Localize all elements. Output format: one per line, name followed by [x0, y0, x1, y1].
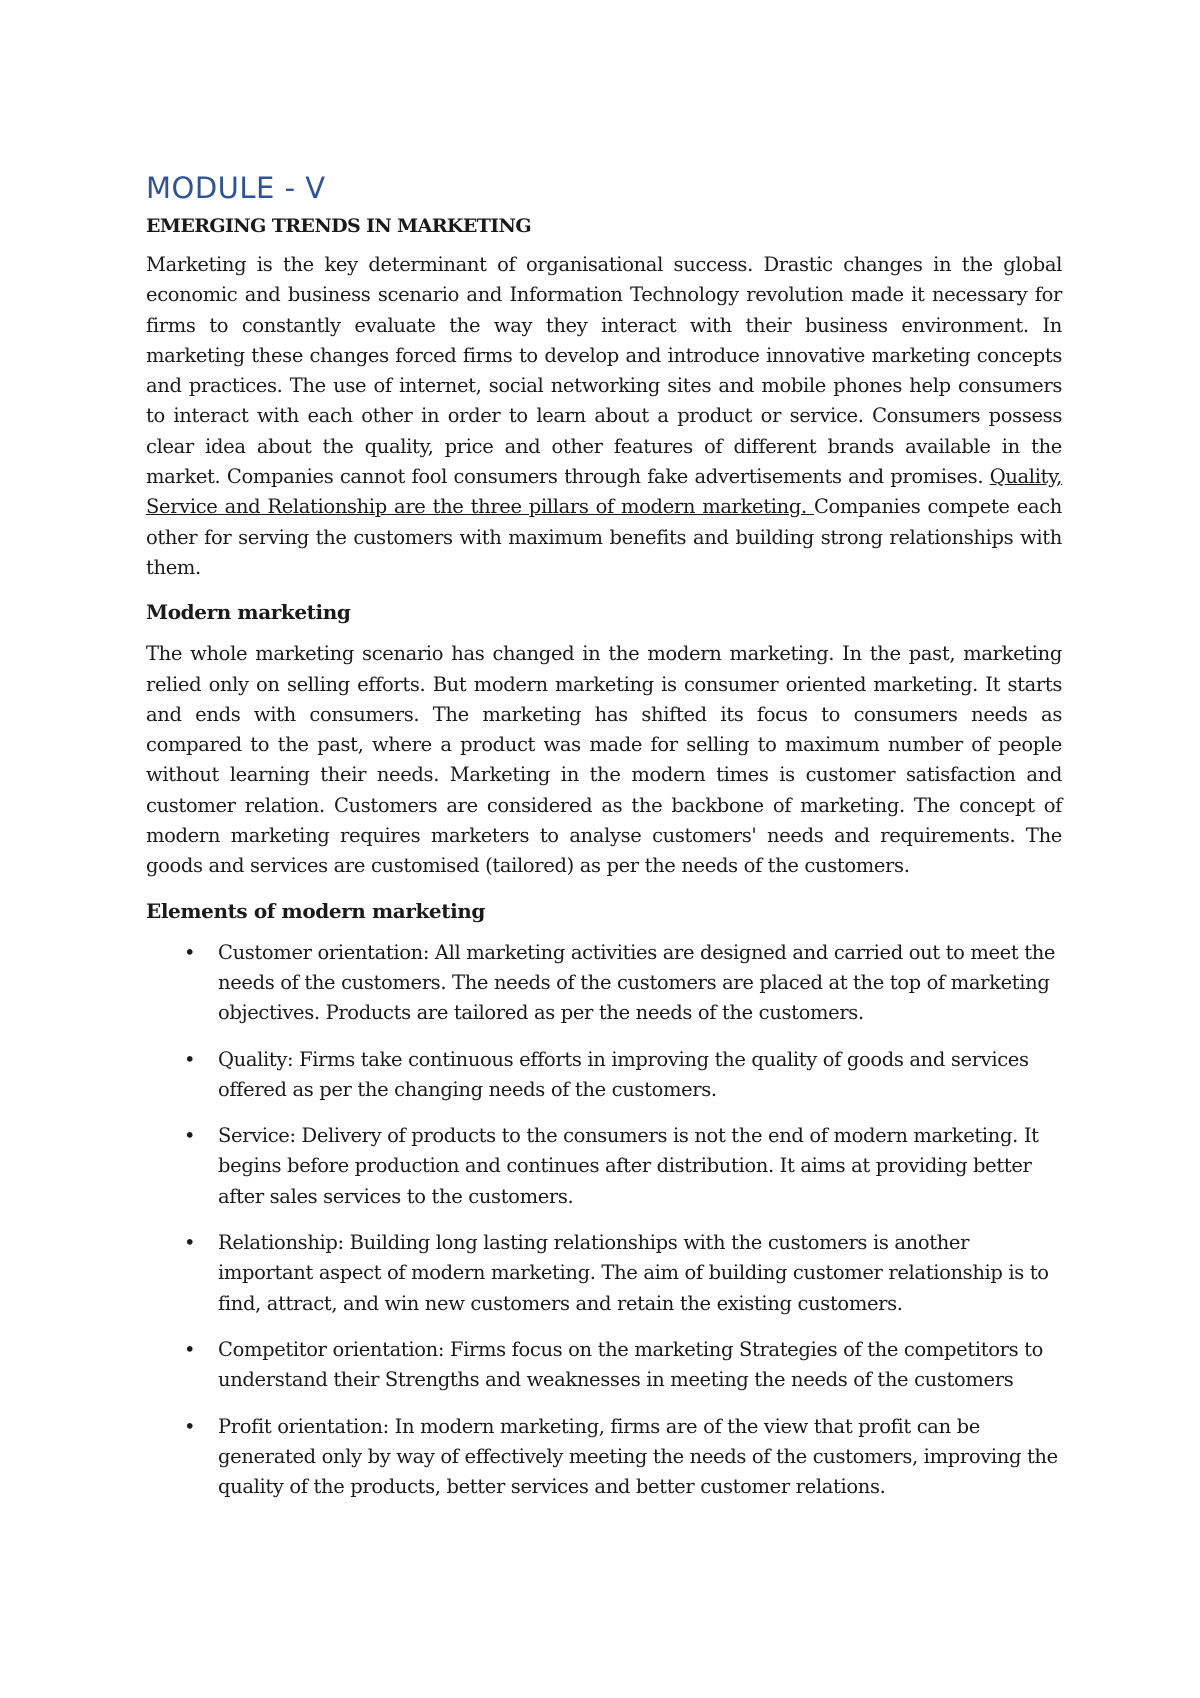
bullet-icon: • — [184, 1414, 196, 1438]
bullet-icon: • — [184, 1231, 196, 1255]
intro-text-part1: Marketing is the key determinant of organisational success. Drastic changes in the global economic and business scenario and Information Technology revolution made it necessary for firms to constantly evaluate the way they interact with their business environment. In marketing these changes forced firms to develop and introduce innovative marketing concepts and practices. The use of internet, social networking sites and mobile phones help consumers to interact with each other in order to learn about a product or service. Consumers possess clear idea about the quality, price and other features of different brands available in the market. Companies cannot fool consumers through fake advertisements and promises. — [146, 253, 1062, 489]
bullet-icon: • — [184, 940, 196, 964]
bullet-icon: • — [184, 1124, 196, 1148]
list-item — [146, 1412, 1062, 1503]
list-item — [146, 1045, 1062, 1106]
document-page — [146, 170, 1062, 1518]
list-item-text: Competitor orientation: Firms focus on the marketing Strategies of the competitors to understand their Strengths and weaknesses in meeting the needs of the customers — [218, 1337, 1043, 1392]
list-item — [146, 938, 1062, 1029]
module-title: MODULE - V — [146, 171, 326, 205]
list-item-text: Customer orientation: All marketing activities are designed and carried out to meet the needs of the customers. The needs of the customers are placed at the top of marketing objectives. Products are tailored as per the needs of the customers. — [218, 940, 1056, 1025]
list-item — [146, 1121, 1062, 1212]
intro-underlined-text: Quality, Service and Relationship are the three pillars of modern marketing. — [146, 465, 1062, 519]
elements-heading: Elements of modern marketing — [146, 898, 486, 923]
elements-list — [146, 938, 1062, 1503]
intro-paragraph — [146, 250, 1062, 583]
modern-marketing-heading: Modern marketing — [146, 600, 351, 625]
modern-marketing-paragraph: The whole marketing scenario has changed in the modern marketing. In the past, marketing relied only on selling efforts. But modern marketing is consumer oriented marketing. It starts and ends with consumers. The marketing has shifted its focus to consumers needs as compared to the past, where a product was made for selling to maximum number of people without learning their needs. Marketing in the modern times is customer satisfaction and customer relation. Customers are considered as the backbone of marketing. The concept of modern marketing requires marketers to analyse customers' needs and requirements. The goods and services are customised (tailored) as per the needs of the customers. — [146, 642, 1062, 878]
list-item-text: Service: Delivery of products to the consumers is not the end of modern marketing. It begins before production and continues after distribution. It aims at providing better after sales services to the customers. — [218, 1124, 1039, 1208]
intro-text-part2: Companies compete each other for serving the customers with maximum benefits and building strong relationships with them. — [146, 495, 1063, 579]
list-item-text: Quality: Firms take continuous efforts in improving the quality of goods and services offered as per the changing needs of the customers. — [218, 1047, 1029, 1101]
list-item-text: Relationship: Building long lasting relationships with the customers is another important aspect of modern marketing. The aim of building customer relationship is to find, attract, and win new customers and retain the existing customers. — [218, 1231, 1049, 1315]
bullet-icon: • — [184, 1337, 196, 1361]
list-item — [146, 1228, 1062, 1319]
list-item — [146, 1335, 1062, 1396]
list-item-text: Profit orientation: In modern marketing, firms are of the view that profit can be generated only by way of effectively meeting the needs of the customers, improving the quality of the products, better services and better customer relations. — [218, 1414, 1058, 1499]
bullet-icon: • — [184, 1047, 196, 1071]
subtitle: EMERGING TRENDS IN MARKETING — [146, 215, 531, 237]
